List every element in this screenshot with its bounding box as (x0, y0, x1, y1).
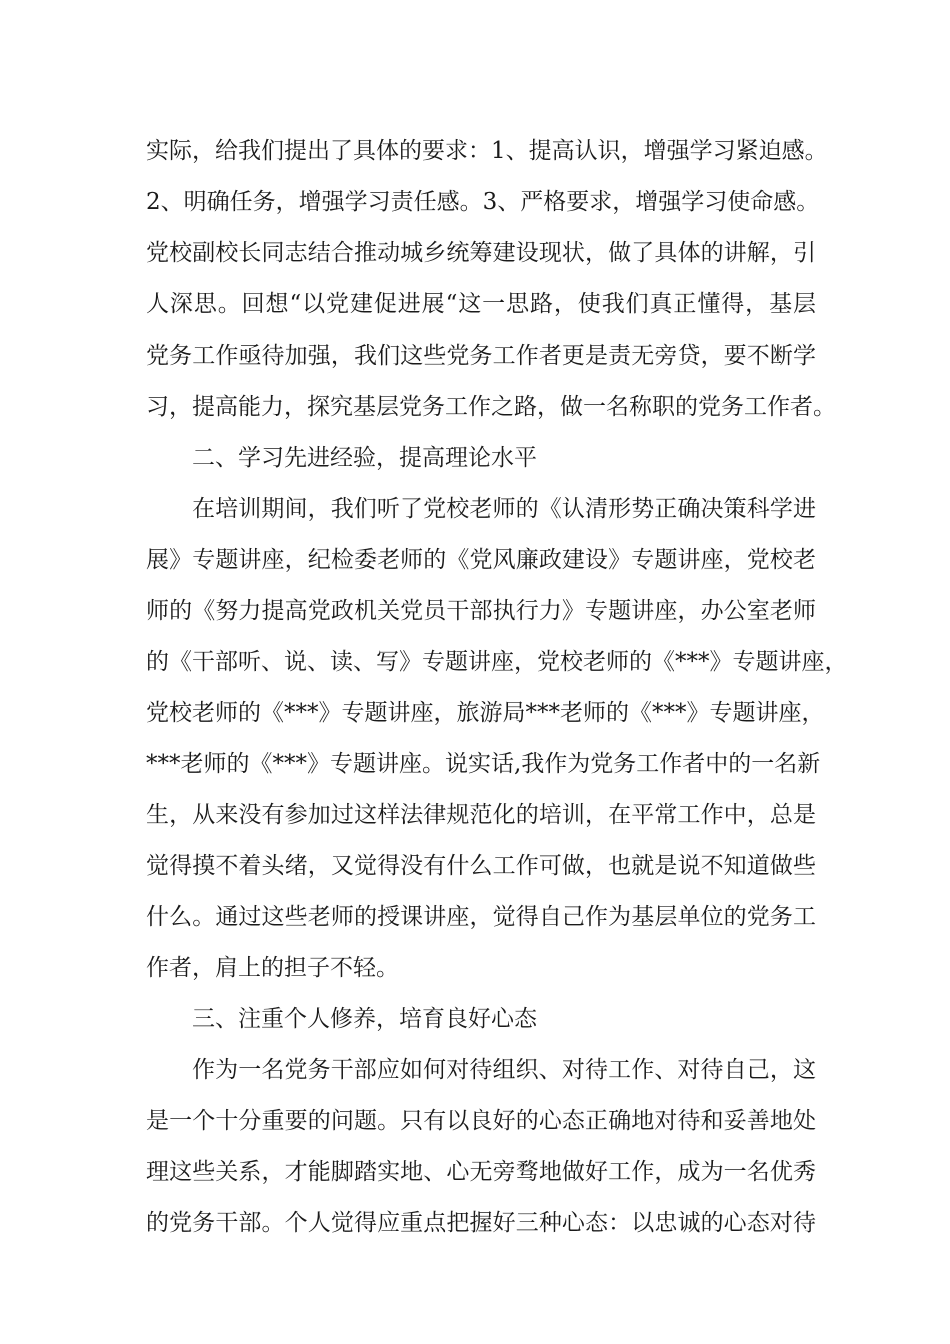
text-line: 理这些关系，才能脚踏实地、心无旁骛地做好工作，成为一名优秀 (146, 1159, 816, 1185)
text-line: 作者，肩上的担子不轻。 (146, 955, 399, 981)
text-line: 的党务干部。个人觉得应重点把握好三种心态：以忠诚的心态对待 (146, 1210, 816, 1236)
text-line: ***老师的《***》专题讲座。说实话,我作为党务工作者中的一名新 (146, 751, 821, 777)
text-line: 党校老师的《***》专题讲座，旅游局***老师的《***》专题讲座， (146, 700, 825, 726)
text-line: 在培训期间，我们听了党校老师的《认清形势正确决策科学进 (192, 496, 816, 522)
text-line: 2、明确任务，增强学习责任感。3、严格要求，增强学习使命感。 (146, 189, 820, 215)
text-line: 作为一名党务干部应如何对待组织、对待工作、对待自己，这 (192, 1057, 816, 1083)
text-line: 生，从来没有参加过这样法律规范化的培训，在平常工作中，总是 (146, 802, 816, 828)
text-line: 师的《努力提高党政机关党员干部执行力》专题讲座，办公室老师 (146, 598, 816, 624)
text-line: 实际，给我们提出了具体的要求：1、提高认识，增强学习紧迫感。 (146, 138, 828, 164)
text-line: 是一个十分重要的问题。只有以良好的心态正确地对待和妥善地处 (146, 1108, 816, 1134)
text-line: 习，提高能力，探究基层党务工作之路，做一名称职的党务工作者。 (146, 394, 836, 420)
text-line: 党务工作亟待加强，我们这些党务工作者更是责无旁贷，要不断学 (146, 343, 816, 369)
section-heading: 三、注重个人修养，培育良好心态 (192, 1006, 537, 1032)
text-line: 的《干部听、说、读、写》专题讲座，党校老师的《***》专题讲座， (146, 649, 848, 675)
text-line: 人深思。回想“以党建促进展“这一思路，使我们真正懂得，基层 (146, 291, 816, 317)
text-line: 什么。通过这些老师的授课讲座，觉得自己作为基层单位的党务工 (146, 904, 816, 930)
section-heading: 二、学习先进经验，提高理论水平 (192, 445, 537, 471)
text-line: 展》专题讲座，纪检委老师的《党风廉政建设》专题讲座，党校老 (146, 547, 816, 573)
text-line: 觉得摸不着头绪，又觉得没有什么工作可做，也就是说不知道做些 (146, 853, 816, 879)
text-line: 党校副校长同志结合推动城乡统筹建设现状，做了具体的讲解，引 (146, 240, 816, 266)
